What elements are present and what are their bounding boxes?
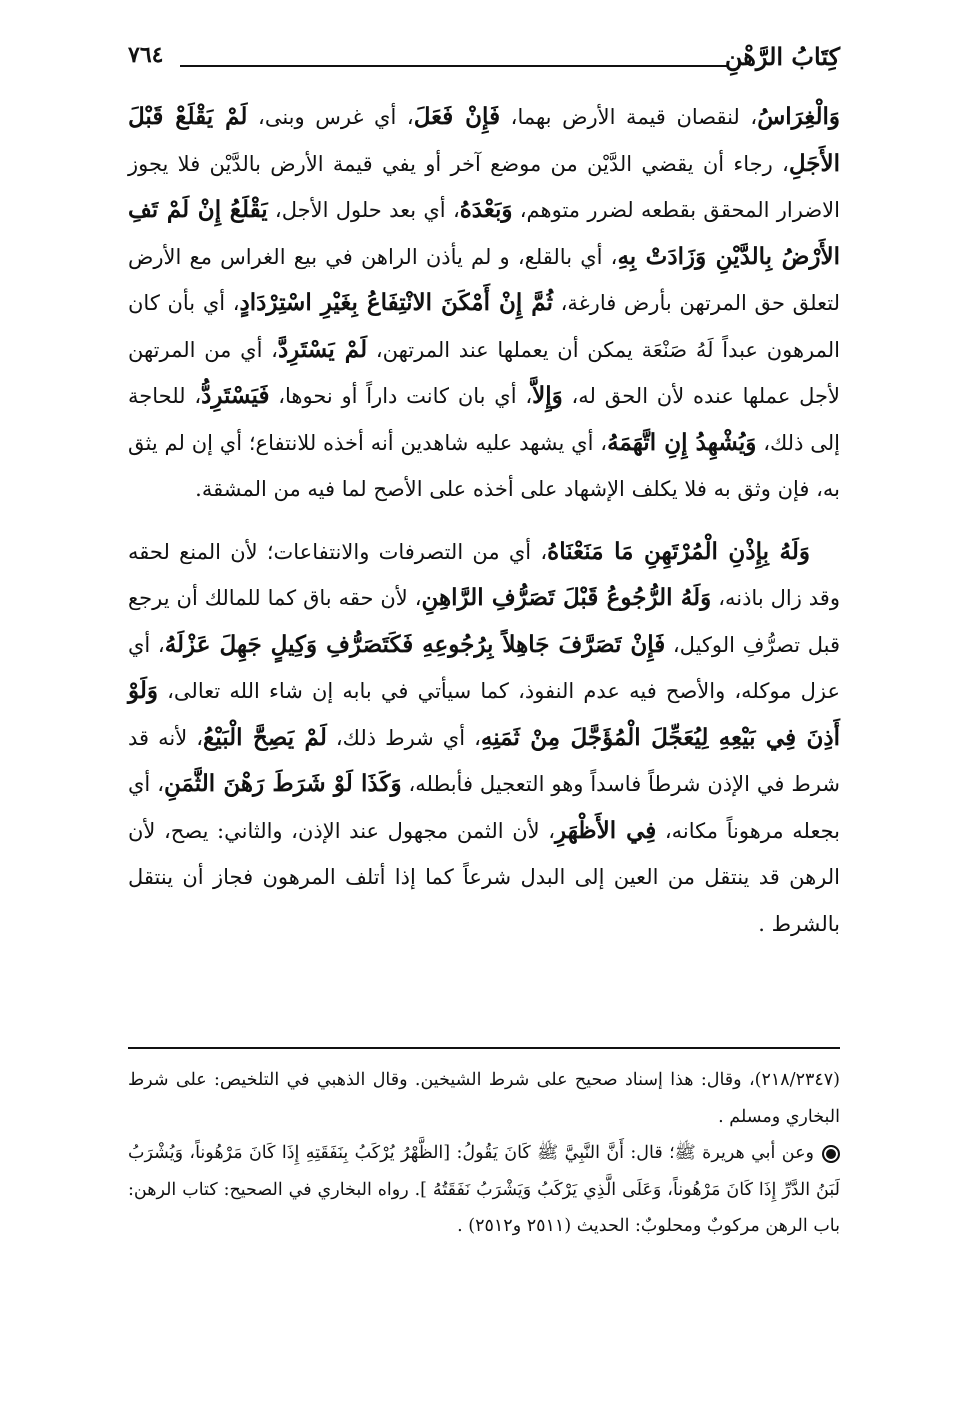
bullet-icon	[822, 1145, 840, 1163]
sharh-text: ، أي شرط ذلك،	[326, 725, 481, 750]
sharh-text: ، أي من التصرفات والانتفاعات؛ لأن المنع لحقه وقد زال باذنه،	[128, 539, 840, 610]
matn-phrase: فِي الأَظْهَرِ	[555, 816, 657, 844]
matn-phrase: وَإِلاَّ	[532, 382, 563, 409]
sharh-text: ، أي غرس وبنى،	[247, 105, 414, 129]
matn-phrase: وَلَهُ بِإِذْنِ الْمُرْتَهِنِ مَا مَنَعْنَاهُ	[547, 537, 810, 565]
sharh-text: ، رجاء أن يقضي الدَّيْن من موضع آخر أو يفي قيمة الأرض بالدَّيْن فلا يجوز الاضرار المحقق بقطعه لضرر متوهم،	[128, 151, 840, 222]
sharh-text: ، لأنه قد شرط في الإذن شرطاً فاسداً وهو التعجيل فأبطله،	[128, 725, 840, 796]
sharh-text: ، أي بجعله مرهوناً مكانه،	[128, 772, 840, 843]
sharh-text: ، أي بعد حلول الأجل،	[267, 198, 460, 222]
sharh-text: ، أي يشهد عليه شاهدين أنه أخذه للانتفاع؛ أي إن لم يثق به، فإن وثق به فلا يكلف الإشهاد على أخذه على الأصح لما فيه من المشقة.	[128, 430, 840, 501]
footnote-1-text: (٢١٨/٢٣٤٧)، وقال: هذا إسناد صحيح على شرط الشيخين. وقال الذهبي في التلخيص: على شرط البخاري ومسلم .	[128, 1070, 840, 1127]
matn-phrase: وَالْغِرَاسُ	[757, 103, 840, 130]
sharh-text: ، أي بان كانت داراً أو نحوها،	[269, 384, 533, 408]
matn-phrase: لَمْ يَصِحَّ الْبَيْعُ	[203, 723, 327, 751]
chapter-title: كِتَابُ الرَّهْنِ	[724, 42, 840, 71]
sharh-text: ، أي عزل موكله، والأصح فيه عدم النفوذ، كما سيأتي في بابه إن شاء الله تعالى،	[128, 632, 840, 703]
matn-phrase: فَإِنْ تَصَرَّفَ جَاهِلاً بِرُجُوعِهِ فَكَتَصَرُّفِ وَكِيلٍ جَهِلَ عَزْلَهُ	[164, 630, 666, 658]
sharh-text: ، لنقصان قيمة الأرض بهما،	[500, 105, 758, 129]
matn-phrase: لَمْ يَسْتَرِدَّ	[277, 335, 368, 363]
footnote-continued	[128, 1062, 840, 1135]
page-number: ٧٦٤	[128, 42, 164, 68]
matn-phrase: يَقْلَعُ إِنْ لَمْ تَفِ الأَرْضُ بِالدَّيْنِ وَزَادَتْ بِهِ	[128, 196, 840, 270]
matn-phrase: لَمْ يَقْلَعْ قَبْلَ الأَجَلِ	[128, 103, 840, 177]
matn-phrase: وَكَذَا لَوْ شَرَطَ رَهْنَ الثَّمَنِ	[163, 770, 402, 797]
matn-phrase: فَيَسْتَرِدُّ	[201, 382, 270, 409]
matn-phrase: وَلَوْ أَذِنَ فِي بَيْعِهِ لِيُعَجِّلَ الْمُؤَجَّلَ مِنْ ثَمَنِهِ	[128, 677, 840, 751]
footnote-separator	[128, 1047, 840, 1049]
footnote-hadith	[128, 1135, 840, 1245]
sharh-text: ، لأن الثمن مجهول عند الإذن، والثاني: يصح، لأن الرهن قد ينتقل من العين إلى البدل شرعاً كما إذا أتلف المرهون فجاز أن ينتقل بالشرط .	[128, 818, 840, 936]
matn-phrase: ثُمَّ إِنْ أَمْكَنَ الانْتِفَاعُ بِغَيْرِ اسْتِرْدَادٍ	[239, 289, 553, 316]
paragraph-1	[128, 94, 840, 513]
paragraph-2	[128, 529, 840, 948]
matn-phrase: وَيُشْهِدُ إِنِ اتَّهَمَهُ	[607, 428, 757, 456]
sharh-text: ، لأن حقه باق كما للمالك أن يرجع قبل تصرُّفِ الوكيل،	[128, 586, 841, 657]
sharh-text: ، أي بأن كان المرهون عبداً لَهُ صَنْعَة يمكن أن يعملها عند المرتهن،	[128, 291, 840, 362]
matn-phrase: وَلَهُ الرُّجُوعُ قَبْلَ تَصَرُّفِ الرَّاهِنِ	[421, 584, 712, 611]
matn-phrase: فَإِنْ فَعَلَ	[413, 103, 501, 130]
footnote-2-text: وعن أبي هريرة ﷺ؛ قال: أَنَّ النَّبِيَّ ﷺ كَانَ يَقُولُ: [الظَّهْرُ يُرْكَبُ بِنَفَقَتِهِ إِذَا كَانَ مَرْهُوناً، وَيُشْرَبُ لَبَنُ الدَّرِّ إِذَا كَانَ مَرْهُوناً، وَعَلَى الَّذِي يَرْكَبُ وَيَشْرَبُ نَفَقَتُهُ ]. رواه البخاري في الصحيح: كتاب الرهن: باب الرهن مركوبٌ ومحلوبٌ: الحديث (٢٥١١ و٢٥١٢) .	[128, 1143, 840, 1236]
sharh-text: ، أي من المرتهن لأجل عملها عنده لأن الحق له،	[128, 337, 840, 408]
matn-phrase: وَبَعْدَهُ	[459, 196, 513, 223]
header-rule	[180, 65, 728, 67]
main-text	[128, 94, 840, 947]
running-header	[128, 42, 840, 78]
sharh-text: ، للحاجة إلى ذلك،	[128, 384, 840, 455]
footnotes	[128, 1062, 840, 1245]
sharh-text: ، أي بالقلع، و لم يأذن الراهن في بيع الغراس مع الأرض لتعلق حق المرتهن بأرض فارغة،	[128, 244, 840, 315]
